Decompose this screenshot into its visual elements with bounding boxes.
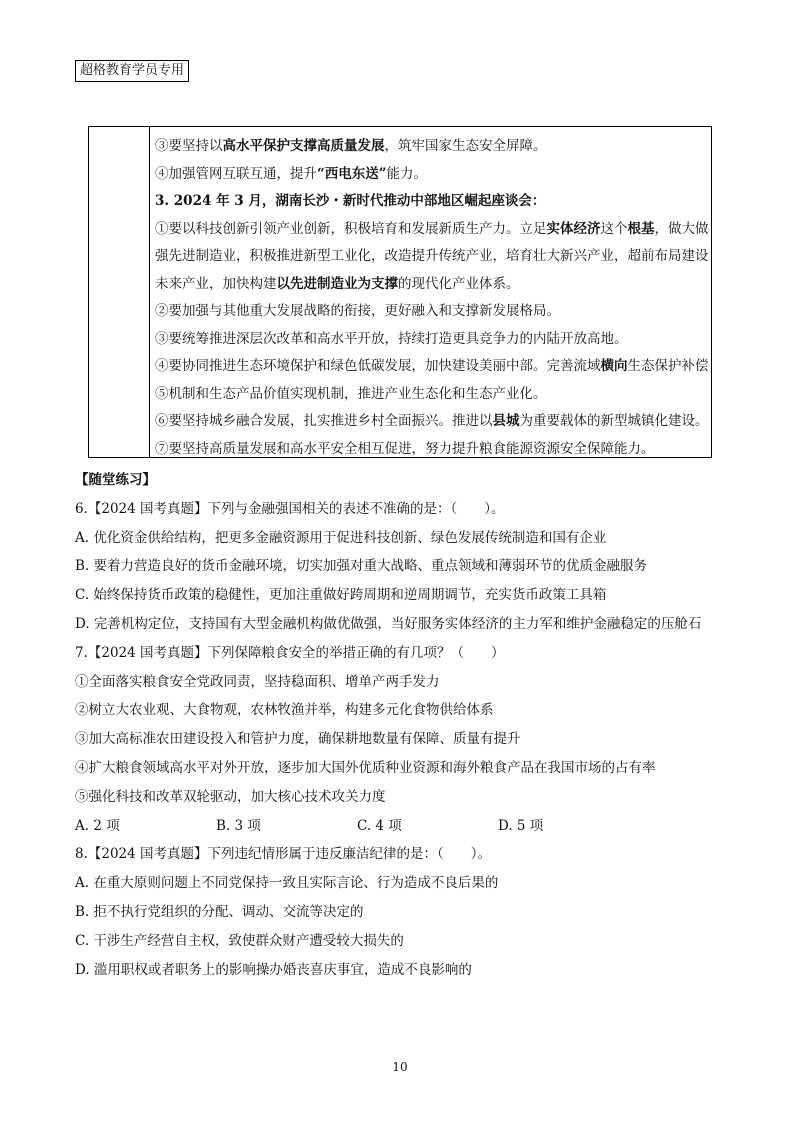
table-left-column	[89, 127, 150, 457]
table-line	[149, 188, 705, 216]
practice-title: 【随堂练习】	[75, 472, 156, 488]
text-run: ③要坚持以	[155, 138, 223, 154]
text-run: 未来产业，加快构建	[155, 275, 277, 292]
question-7-item-1: ①全面落实粮食安全党政同责，坚持稳面积、增单产两手发力	[75, 673, 440, 690]
page-number: 10	[392, 1060, 408, 1074]
emphasis-text: “西电东送”	[317, 165, 387, 182]
emphasis-text: 以先进制造业为支撑	[276, 275, 398, 292]
text-run: ④加强管网互联互通，提升	[155, 165, 317, 182]
question-6-stem: 6.【2024 国考真题】下列与金融强国相关的表述不准确的是：（ ）。	[75, 500, 505, 517]
question-6-option-b: B. 要着力营造良好的货币金融环境，切实加强对重大战略、重点领域和薄弱环节的优质金融服务	[75, 558, 648, 575]
question-7-options	[75, 812, 735, 841]
table-line	[149, 408, 709, 436]
question-6-option-c: C. 始终保持货币政策的稳健性，更加注重做好跨周期和逆周期调节，充实货币政策工具箱	[75, 587, 607, 604]
text-run: 这个	[600, 220, 628, 237]
question-8-option-a: A. 在重大原则问题上不同党保持一致且实际言论、行为造成不良后果的	[75, 875, 499, 892]
emphasis-text: 县城	[492, 413, 520, 429]
text-run: ③要统筹推进深层次改革和高水平开放，持续打造更具竞争力的内陆开放高地。	[155, 330, 628, 347]
question-8-stem: 8.【2024 国考真题】下列违纪情形属于违反廉洁纪律的是：（ ）。	[75, 846, 492, 863]
table-line	[149, 326, 705, 354]
emphasis-text: 实体经济	[546, 220, 601, 237]
table-line	[149, 381, 705, 409]
text-run: ①要以科技创新引领产业创新，积极培育和发展新质生产力。立足	[155, 220, 547, 237]
text-run: ⑦要坚持高质量发展和高水平安全相互促进，努力提升粮食能源资源安全保障能力。	[155, 440, 655, 457]
text-run: 为重要载体的新型城镇化建设。	[519, 413, 709, 429]
table-line	[149, 133, 705, 161]
emphasis-text: 高水平保护支撑高质量发展	[222, 138, 385, 154]
text-run: ②要加强与其他重大发展战略的衔接，更好融入和支撑新发展格局。	[155, 303, 560, 319]
practice-section	[75, 466, 735, 984]
table-line	[149, 243, 709, 271]
question-8-option-d: D. 滥用职权或者职务上的影响操办婚丧喜庆事宜，造成不良影响的	[75, 961, 472, 978]
question-6-option-d: D. 完善机构定位，支持国有大型金融机构做优做强，当好服务实体经济的主力军和维护金融稳定的压舱石	[75, 615, 702, 632]
table-line	[149, 298, 705, 326]
question-8-option-b: B. 拒不执行党组织的分配、调动、交流等决定的	[75, 903, 364, 920]
question-7-option-d: D. 5 项	[498, 817, 544, 834]
emphasis-text: 3. 2024 年 3 月，湖南长沙・新时代推动中部地区崛起座谈会：	[155, 193, 546, 209]
question-7-item-2: ②树立大农业观、大食物观，农林牧渔并举，构建多元化食物供给体系	[75, 702, 494, 719]
text-run: 生态保护补偿	[627, 358, 709, 374]
table-line	[149, 353, 709, 381]
question-7-option-b: B. 3 项	[216, 817, 261, 834]
content-table	[88, 126, 712, 458]
question-8-option-c: C. 干涉生产经营自主权，致使群众财产遭受较大损失的	[75, 932, 404, 949]
text-run: ，筑牢国家生态安全屏障。	[384, 138, 547, 154]
header-tag: 超格教育学员专用	[75, 60, 189, 82]
text-run: 强先进制造业，积极推进新型工业化，改造提升传统产业，培育壮大新兴产业，超前布局建设	[155, 248, 709, 264]
question-7-option-a: A. 2 项	[75, 817, 120, 834]
question-6-option-a: A. 优化资金供给结构，把更多金融资源用于促进科技创新、绿色发展传统制造和国有企业	[75, 529, 607, 546]
question-7-item-3: ③加大高标准农田建设投入和管护力度，确保耕地数量有保障、质量有提升	[75, 731, 521, 748]
table-line	[149, 271, 705, 299]
question-7-item-5: ⑤强化科技和改革双轮驱动，加大核心技术攻关力度	[75, 788, 386, 805]
text-run: ⑤机制和生态产品价值实现机制，推进产业生态化和生态产业化。	[155, 385, 547, 402]
text-run: ⑥要坚持城乡融合发展，扎实推进乡村全面振兴。推进以	[155, 413, 493, 429]
text-run: 能力。	[386, 165, 428, 182]
question-7-stem: 7.【2024 国考真题】下列保障粮食安全的举措正确的有几项？（ ）	[75, 644, 505, 661]
table-line	[149, 216, 709, 244]
emphasis-text: 横向	[600, 358, 628, 374]
table-line	[149, 436, 705, 464]
emphasis-text: 根基	[627, 220, 655, 237]
text-run: ，做大做	[654, 220, 709, 237]
question-7-option-c: C. 4 项	[357, 817, 402, 834]
question-7-item-4: ④扩大粮食领域高水平对外开放，逐步加大国外优质种业资源和海外粮食产品在我国市场的占有率	[75, 759, 656, 776]
text-run: 的现代化产业体系。	[398, 275, 520, 292]
text-run: ④要协同推进生态环境保护和绿色低碳发展，加快建设美丽中部。完善流域	[155, 358, 601, 374]
table-body	[149, 133, 709, 463]
table-line	[149, 161, 705, 189]
